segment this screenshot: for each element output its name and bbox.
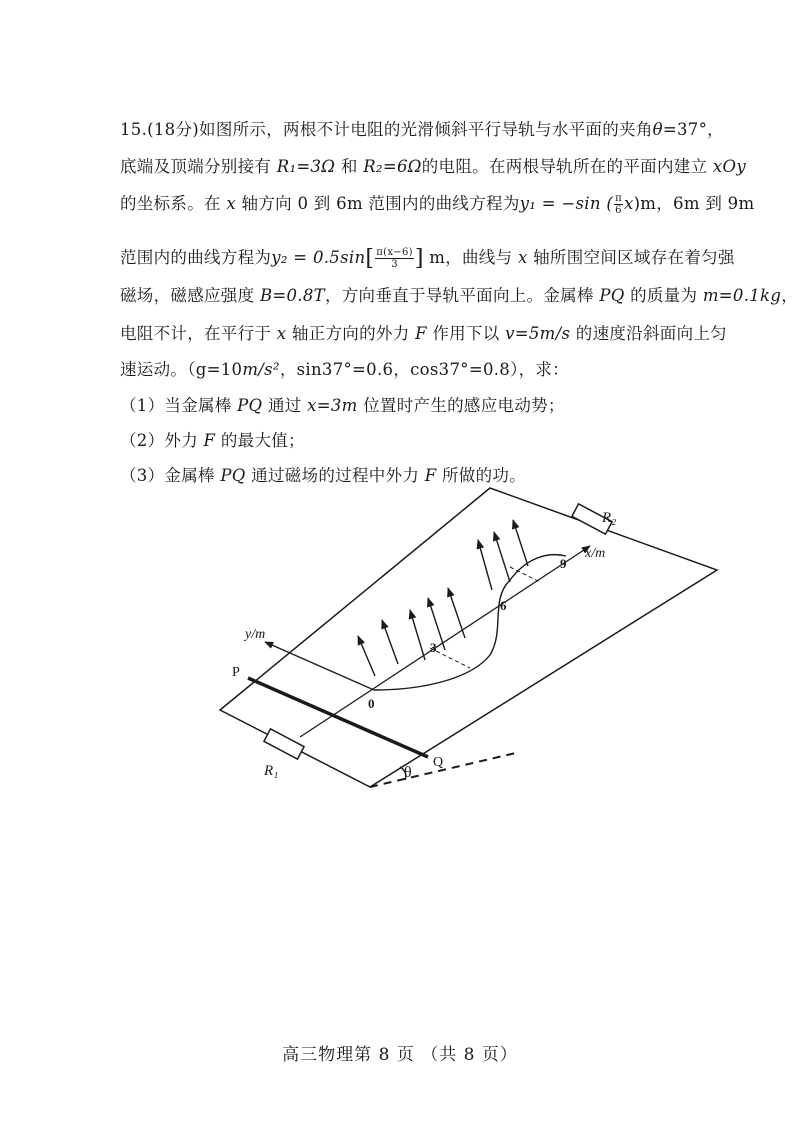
x-axis [300,546,590,737]
unit-ms2: m/s² [242,360,280,379]
text-segment: )m，6m 到 9m [633,194,755,213]
velocity-value: v=5m/s [505,324,571,343]
pq-symbol: PQ [220,466,246,485]
text-segment: 范围内的曲线方程为 [120,248,272,267]
text-segment: （2）外力 [120,431,198,450]
problem-text: 如图所示，两根不计电阻的光滑倾斜平行导轨与水平面的夹角 [199,120,653,139]
y-axis [265,642,374,690]
origin-label: 0 [368,696,375,711]
bracket-left: [ [365,246,375,271]
text-segment: m，曲线与 [429,248,513,267]
text-segment: 底端及顶端分别接有 [120,157,272,176]
fraction-denominator: 6 [615,205,622,216]
ground-line [370,752,520,787]
page-footer: 高三物理第 8 页 （共 8 页） [282,1045,518,1065]
field-arrow [448,588,465,638]
text-segment: 的速度沿斜面向上匀 [575,324,727,343]
field-arrow [358,636,375,676]
theta-label: θ [404,764,412,781]
fraction-numerator: π [615,193,622,204]
x-axis-label: x/m [585,546,606,561]
position-value: x=3m [307,396,358,415]
text-segment: 的最大值； [220,431,305,450]
equation-y2: y₂ = 0.5sin [271,248,366,267]
text-segment: 的坐标系。在 [120,194,221,213]
text-segment: 位置时产生的感应电动势； [363,396,565,415]
text-segment: 的质量为 [630,286,698,305]
text-segment: 的电阻。在两根导轨所在的平面内建立 [421,157,708,176]
text-segment: ，方向垂直于导轨平面向上。金属棒 [324,286,594,305]
f-symbol: F [424,466,437,485]
x-symbol: x [226,194,236,213]
angle-value: =37°， [662,120,724,139]
equation-y1: y₁ = −sin ( [519,194,614,213]
theta-symbol: θ [652,120,663,139]
r1-value: R₁=3Ω [276,157,336,176]
field-arrow [494,532,510,582]
b-value: B=0.8T [259,286,325,305]
pq-symbol: PQ [237,396,263,415]
field-arrow [478,540,492,590]
text-segment: 电阻不计，在平行于 [120,324,272,343]
x-variable: x [623,194,634,213]
text-segment: 轴方向 0 到 6m 范围内的曲线方程为 [241,194,520,213]
text-segment: （3）金属棒 [120,466,215,485]
text-segment: ，sin37°=0.6，cos37°=0.8），求： [279,360,570,379]
pq-symbol: PQ [599,286,625,305]
text-segment: 轴所围空间区域存在着匀强 [533,248,735,267]
text-segment: 通过磁场的过程中外力 [251,466,420,485]
f-symbol: F [415,324,427,343]
text-segment: 和 [340,157,358,176]
resistor-r1 [264,729,304,759]
text-segment: ， [781,286,799,305]
bracket-right: ] [414,246,424,271]
text-segment: 作用下以 [432,324,500,343]
r2-label: R₂ [602,510,617,526]
field-arrow [410,610,425,660]
r2-value: R₂=6Ω [363,157,422,176]
tick-9-label: 9 [560,556,567,571]
tick-3-label: 3 [430,640,437,655]
field-arrow [513,520,528,566]
text-segment: 速运动。（g=10 [120,360,243,379]
y-axis-label: y/m [245,627,266,642]
text-segment: 所做的功。 [441,466,526,485]
fraction-denominator: 3 [391,259,398,270]
r1-label: R₁ [264,763,279,779]
text-segment: 轴正方向的外力 [291,324,410,343]
q-label: Q [433,755,444,770]
fraction-numerator: π(x−6) [376,247,413,258]
x-symbol: x [276,324,287,343]
text-segment: 通过 [267,396,302,415]
text-segment: （1）当金属棒 [120,396,232,415]
field-arrow [382,620,398,664]
xoy-symbol: xOy [712,157,746,176]
tick-6-label: 6 [500,598,507,613]
f-symbol: F [203,431,216,450]
problem-points: (18分) [147,120,200,139]
x-symbol: x [517,248,528,267]
problem-number: 15. [120,120,148,139]
text-segment: 磁场，磁感应强度 [120,286,255,305]
mass-value: m=0.1kg [702,286,782,305]
p-label: P [232,665,240,680]
